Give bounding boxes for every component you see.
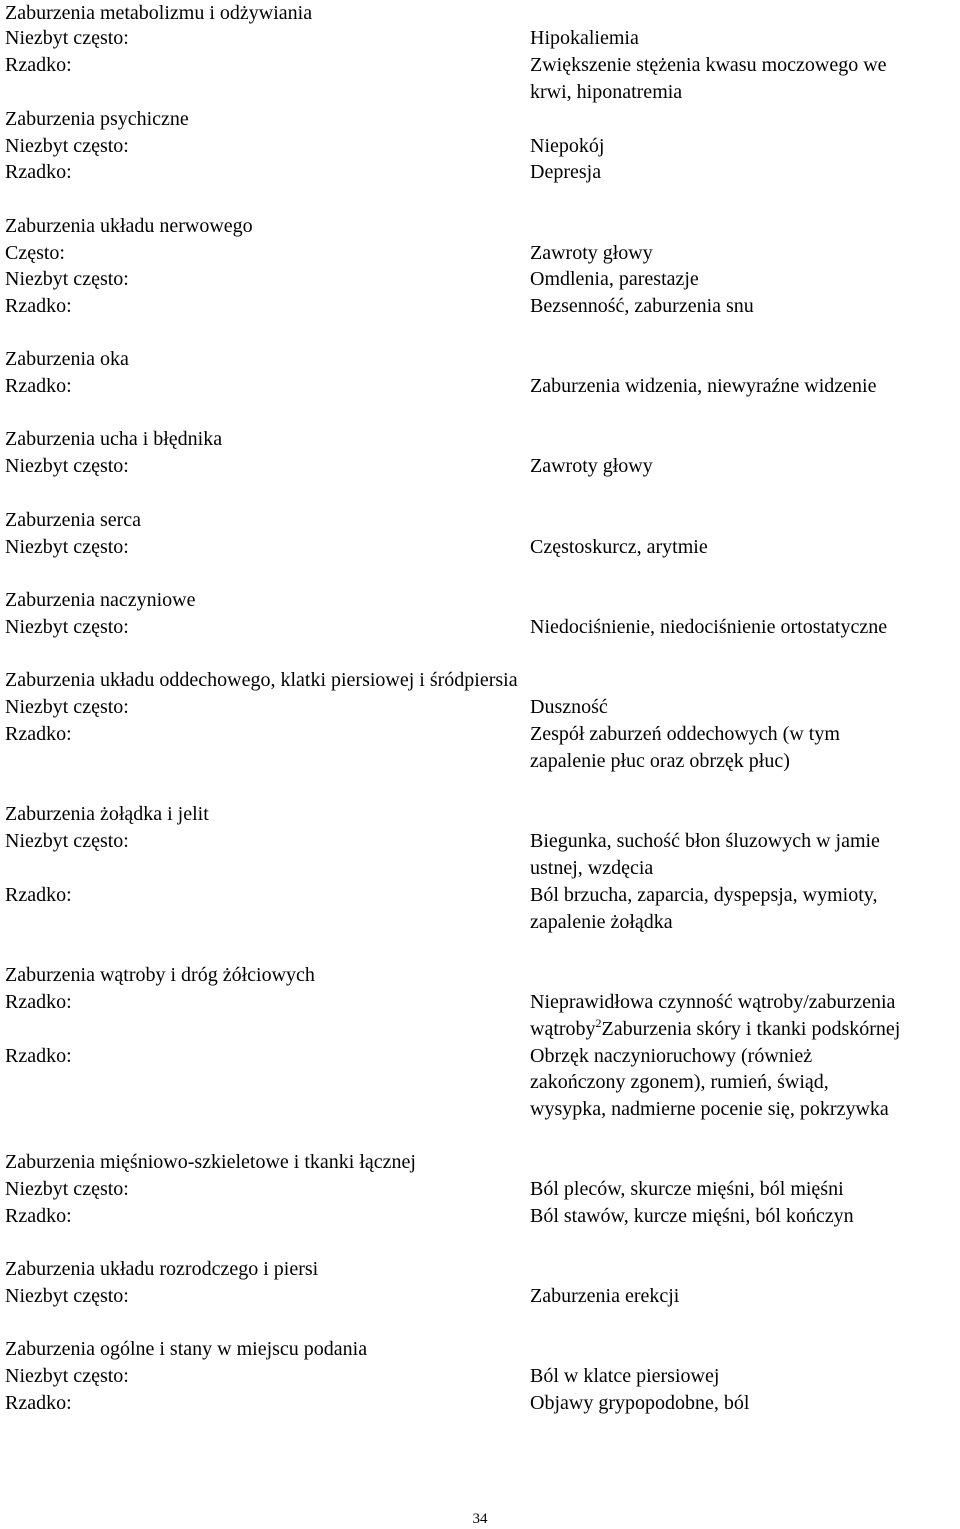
effect-text: Ból stawów, kurcze mięśni, ból kończyn <box>530 1205 854 1227</box>
effect-text: krwi, hiponatremia <box>530 81 683 103</box>
effect-text: Duszność <box>530 696 608 718</box>
frequency-label: Rzadko: <box>5 295 72 317</box>
section-heading: Zaburzenia wątroby i dróg żółciowych <box>5 964 315 986</box>
section-heading: Zaburzenia układu rozrodczego i piersi <box>5 1258 319 1280</box>
frequency-label: Rzadko: <box>5 723 72 745</box>
effect-text: Obrzęk naczynioruchowy (również <box>530 1045 813 1067</box>
section-heading: Zaburzenia układu nerwowego <box>5 215 253 237</box>
effect-text: Ból pleców, skurcze mięśni, ból mięśni <box>530 1178 844 1200</box>
page-number: 34 <box>472 1511 488 1527</box>
section-heading-inline: Zaburzenia skóry i tkanki podskórnej <box>601 1018 901 1040</box>
section-heading: Zaburzenia metabolizmu i odżywiania <box>5 2 313 24</box>
effect-text: wysypka, nadmierne pocenie się, pokrzywka <box>530 1098 889 1120</box>
effect-text: Depresja <box>530 161 602 183</box>
effect-text: Omdlenia, parestazje <box>530 268 699 290</box>
effect-text: Ból w klatce piersiowej <box>530 1365 720 1387</box>
effect-text: Zawroty głowy <box>530 455 653 477</box>
frequency-label: Rzadko: <box>5 1392 72 1414</box>
section-heading: Zaburzenia serca <box>5 509 142 531</box>
effect-text: Objawy grypopodobne, ból <box>530 1392 750 1414</box>
effect-text: Niepokój <box>530 135 605 157</box>
frequency-label: Niezbyt często: <box>5 455 129 477</box>
effect-text: wątroby <box>530 1018 596 1040</box>
footnote-marker: 2 <box>595 1016 602 1030</box>
frequency-label: Rzadko: <box>5 1045 72 1067</box>
frequency-label: Rzadko: <box>5 54 72 76</box>
effect-text: ustnej, wzdęcia <box>530 857 654 879</box>
effect-text: Niedociśnienie, niedociśnienie ortostatyczne <box>530 616 888 638</box>
frequency-label: Niezbyt często: <box>5 536 129 558</box>
section-heading: Zaburzenia ucha i błędnika <box>5 428 223 450</box>
effect-text: Zawroty głowy <box>530 242 653 264</box>
frequency-label: Niezbyt często: <box>5 616 129 638</box>
frequency-label: Niezbyt często: <box>5 1178 129 1200</box>
effect-text: Bezsenność, zaburzenia snu <box>530 295 754 317</box>
effect-text: Zaburzenia erekcji <box>530 1285 680 1307</box>
effect-text: zapalenie żołądka <box>530 911 673 933</box>
frequency-label: Niezbyt często: <box>5 27 129 49</box>
frequency-label: Niezbyt często: <box>5 696 129 718</box>
frequency-label: Rzadko: <box>5 884 72 906</box>
section-heading: Zaburzenia naczyniowe <box>5 589 196 611</box>
frequency-label: Rzadko: <box>5 1205 72 1227</box>
effect-text: zapalenie płuc oraz obrzęk płuc) <box>530 750 790 772</box>
frequency-label: Rzadko: <box>5 991 72 1013</box>
section-heading: Zaburzenia żołądka i jelit <box>5 803 209 825</box>
section-heading: Zaburzenia mięśniowo-szkieletowe i tkanki łącznej <box>5 1151 416 1173</box>
effect-text: Ból brzucha, zaparcia, dyspepsja, wymioty, <box>530 884 878 906</box>
section-heading: Zaburzenia psychiczne <box>5 108 189 130</box>
frequency-label: Niezbyt często: <box>5 1285 129 1307</box>
frequency-label: Niezbyt często: <box>5 135 129 157</box>
effect-text: Biegunka, suchość błon śluzowych w jamie <box>530 830 880 852</box>
section-heading: Zaburzenia układu oddechowego, klatki piersiowej i śródpiersia <box>5 669 518 691</box>
frequency-label: Niezbyt często: <box>5 830 129 852</box>
effect-text: Zaburzenia widzenia, niewyraźne widzenie <box>530 375 877 397</box>
effect-text: Nieprawidłowa czynność wątroby/zaburzenia <box>530 991 896 1013</box>
effect-text-with-superscript <box>530 1016 900 1043</box>
effect-text: Hipokaliemia <box>530 27 639 49</box>
effect-text: Częstoskurcz, arytmie <box>530 536 708 558</box>
frequency-label: Często: <box>5 242 65 264</box>
frequency-label: Niezbyt często: <box>5 268 129 290</box>
effect-text: Zwiększenie stężenia kwasu moczowego we <box>530 54 887 76</box>
frequency-label: Niezbyt często: <box>5 1365 129 1387</box>
frequency-label: Rzadko: <box>5 161 72 183</box>
section-heading: Zaburzenia oka <box>5 348 129 370</box>
effect-text: Zespół zaburzeń oddechowych (w tym <box>530 723 840 745</box>
section-heading: Zaburzenia ogólne i stany w miejscu podania <box>5 1338 368 1360</box>
effect-text: zakończony zgonem), rumień, świąd, <box>530 1071 829 1093</box>
frequency-label: Rzadko: <box>5 375 72 397</box>
